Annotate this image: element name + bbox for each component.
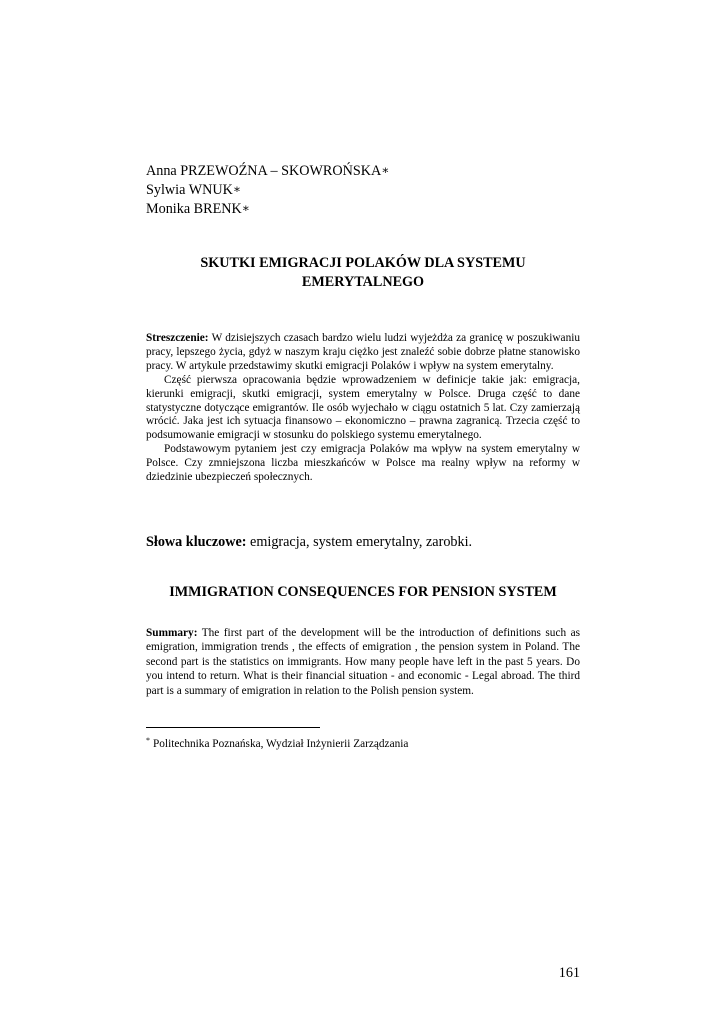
author-1 <box>146 162 389 181</box>
author-2 <box>146 181 389 200</box>
summary-label: Summary: <box>146 627 198 639</box>
summary-paragraph <box>146 626 580 698</box>
author-3 <box>146 200 389 219</box>
keywords <box>146 533 580 552</box>
footnote-divider <box>146 727 320 728</box>
abstract-paragraph-2: Część pierwsza opracowania będzie wprowadzeniem w definicje takie jak: emigracja, kierunki emigracji, skutki emigracji, system emerytalny w Polsce. Druga część to dane statystyczne dotyczące emigrantów. Ile osób wyjechało w ciągu ostatnich 5 lat. Czy zamierzają wrócić. Jaka jest ich sytuacja finansowo – ekonomiczno – prawna zagranicą. Trzecia część to podsumowanie emigracji w stosunku do polskiego systemu emerytalnego. <box>146 373 580 442</box>
summary-english <box>146 626 580 698</box>
author-name: Sylwia WNUK <box>146 182 233 198</box>
keywords-text: emigracja, system emerytalny, zarobki. <box>246 534 473 550</box>
paper-title-polish <box>146 254 580 292</box>
author-list <box>146 162 389 219</box>
abstract-polish <box>146 332 580 485</box>
footnote-mark: * <box>146 736 150 745</box>
summary-text: The first part of the development will be the introduction of definitions such as emigration, immigration trends , the effects of emigration , the pension system in Poland. The second part is the statistics on immigrants. How many people have left in the past 5 years. Do you intend to return. What is their financial situation - and economic - Legal abroad. The third part is a summary of emigration in relation to the Polish pension system. <box>146 627 580 697</box>
keywords-label: Słowa kluczowe: <box>146 534 247 550</box>
title-line-1: SKUTKI EMIGRACJI POLAKÓW DLA SYSTEMU <box>200 255 526 271</box>
abstract-text-1: W dzisiejszych czasach bardzo wielu ludzi wyjeżdża za granicę w poszukiwaniu pracy, lepszego życia, gdyż w naszym kraju ciężko jest znaleźć sobie dobrze płatne stanowisko pracy. W artykule przedstawimy skutki emigracji Polaków i wpływ na system emerytalny. <box>146 332 581 372</box>
footnote-text: Politechnika Poznańska, Wydział Inżynierii Zarządzania <box>153 738 409 750</box>
abstract-label: Streszczenie: <box>146 332 209 344</box>
page-number: 161 <box>558 965 580 981</box>
affiliation-mark: ∗ <box>381 163 390 177</box>
affiliation-mark: ∗ <box>232 182 241 196</box>
author-name: Anna PRZEWOŹNA – SKOWROŃSKA <box>146 163 382 179</box>
affiliation-mark: ∗ <box>241 201 250 215</box>
paper-title-english: IMMIGRATION CONSEQUENCES FOR PENSION SYSTEM <box>169 584 557 600</box>
abstract-paragraph-1 <box>146 332 580 374</box>
title-line-2: EMERYTALNEGO <box>301 274 425 290</box>
author-name: Monika BRENK <box>146 201 242 217</box>
abstract-paragraph-3: Podstawowym pytaniem jest czy emigracja Polaków ma wpływ na system emerytalny w Polsce. Czy zmniejszona liczba mieszkańców w Polsce ma realny wpływ na reformy w dziedzinie ubezpieczeń społecznych. <box>146 443 580 484</box>
footnote <box>146 737 580 752</box>
